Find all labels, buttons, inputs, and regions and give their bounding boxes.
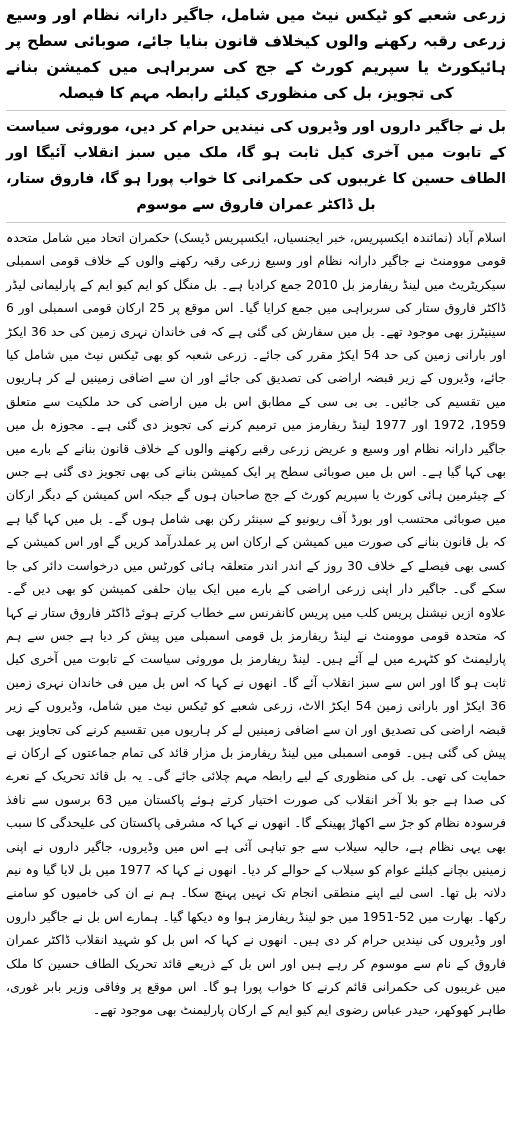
article-subheadline: بل نے جاگیر داروں اور وڈیروں کی نیندیں حرام کر دیں، موروثی سیاست کے تابوت میں آخری کیل ثابت ہو گا، ملک میں سبز انقلاب آئیگا اور الطاف حسین کا غریبوں کی حکمرانی کا خواب پورا ہو گا، فاروق ستار، بل ڈاکٹر عمران فاروق سے موسوم [6, 119, 506, 213]
article-headline: زرعی شعبے کو ٹیکس نیٹ میں شامل، جاگیر دارانہ نظام اور وسیع زرعی رقبہ رکھنے والوں کیخلاف قانون بنایا جائے، صوبائی سطح پر ہائیکورٹ یا سپریم کورٹ کے جج کی سربراہی میں کمیشن بنانے کی تجویز، بل کی منظوری کیلئے رابطہ مہم کا فیصلہ [6, 6, 506, 102]
subheadline-divider [6, 222, 506, 223]
headline-divider [6, 110, 506, 111]
article-body: اسلام آباد (نمائندہ ایکسپریس، خبر ایجنسیاں، ایکسپریس ڈیسک) حکمران اتحاد میں شامل متحدہ قومی موومنٹ نے جاگیر دارانہ نظام اور وسیع زرعی رقبہ رکھنے والوں کے خلاف قومی اسمبلی سیکریٹریٹ میں لینڈ ریفارمز بل 2010 جمع کرادیا ہے۔ بل منگل کو ایم کیو ایم کے پارلیمانی لیڈر ڈاکٹر فاروق ستار کی سربراہی میں جمع کرایا گیا۔ اس موقع پر 25 ارکان قومی اسمبلی اور 6 سینیٹرز بھی موجود تھے۔ بل میں سفارش کی گئی ہے کہ فی خاندان نہری زمین کی حد 36 ایکڑ اور بارانی زمین کی حد 54 ایکڑ مقرر کی جائے۔ زرعی شعبہ کو بھی ٹیکس نیٹ میں شامل کیا جائے، وڈیروں کے زیر قبضہ اراضی کی تصدیق کی جائے اور ان سے اضافی زمینیں لے کر ہاریوں میں تقسیم کی جائیں۔ بی بی سی کے مطابق اس بل میں اراضی کی حد ملکیت سے متعلق 1959، 1972 اور 1977 لینڈ ریفارمز میں ترمیم کرنے کی تجویز دی گئی ہے۔ مجوزہ بل میں جاگیر دارانہ نظام اور وسیع و عریض زرعی رقبے رکھنے والوں کے خلاف قانون بنانے کے بارے میں بھی کہا گیا ہے۔ اس بل میں صوبائی سطح پر ایک کمیشن بنانے کی بھی تجویز دی گئی ہے جس کے چیئرمین ہائی کورٹ یا سپریم کورٹ کے جج صاحبان ہوں گے جبکہ اس کمیشن کے دیگر ارکان میں صوبائی محتسب اور بورڈ آف ریونیو کے سینئر رکن بھی شامل ہوں گے۔ بل میں کہا گیا ہے کہ بل قانون بنانے کی صورت میں کمیشن کے ارکان اس پر عملدرآمد کریں گے اور اس کمیشن کے کسی بھی فیصلے کے خلاف 30 روز کے اندر اندر متعلقہ ہائی کورٹس میں درخواست دائر کی جا سکے گی۔ جاگیر دار اپنی زرعی اراضی کے بارے میں ایک بیان حلفی کمیشن کو بھی دیں گے۔ علاوہ ازیں نیشنل پریس کلب میں پریس کانفرنس سے خطاب کرتے ہوئے ڈاکٹر فاروق ستار نے کہا کہ متحدہ قومی موومنٹ نے لینڈ ریفارمز بل قومی اسمبلی میں پیش کر دیا ہے جس سے ہم پارلیمنٹ کو کٹہرے میں لے آئے ہیں۔ لینڈ ریفارمز بل موروثی سیاست کے تابوت میں آخری کیل ثابت ہو گا اور اس سے سبز انقلاب آئے گا۔ انھوں نے کہا کہ اس بل میں فی خاندان نہری زمین 36 ایکڑ اور بارانی زمین 54 ایکڑ الاٹ، زرعی شعبے کو ٹیکس نیٹ میں شامل، وڈیروں کے زیر قبضہ اراضی کی تصدیق اور ان سے اضافی زمینیں لے کر ہاریوں میں تقسیم کرنے کی تجاویز بھی پیش کی گئی ہیں۔ قومی اسمبلی میں لینڈ ریفارمز بل مزار قائد کی تمام جماعتوں کے ارکان نے حمایت کی تھی۔ بل کی منظوری کے لیے رابطہ مہم چلائی جائے گی۔ یہ بل قائد تحریک کے نعرے کی صدا ہے جو بلا آخر انقلاب کی صورت اختیار کرتے ہوئے پاکستان میں 63 برسوں سے نافذ فرسودہ نظام کو جڑ سے اکھاڑ پھینکے گا۔ انھوں نے کہا کہ مشرقی پاکستان کی علیحدگی کا سبب بھی یہی نظام ہے، حالیہ سیلاب سے جو تباہی آئی ہے اس میں وڈیروں، جاگیر داروں نے اپنی زمینیں بچانے کیلئے عوام کو سیلاب کے حوالے کر دیا۔ انھوں نے کہا کہ 1977 میں بل لایا گیا وہ نیم دلانہ بل تھا۔ اسی لیے اپنے منطقی انجام تک نہیں پہنچ سکا۔ ہم نے ان کی خامیوں کو سامنے رکھا۔ بھارت میں 52-1951 میں جو لینڈ ریفارمز ہوا وہ دیکھا گیا۔ ہمارے اس بل نے جاگیر داروں اور وڈیروں کی نیندیں حرام کر دی ہیں۔ انھوں نے کہا کہ اس بل کو شہید انقلاب ڈاکٹر عمران فاروق کے نام سے موسوم کر رہے ہیں اور اس بل کے ذریعے قائد تحریک الطاف حسین کا ملک میں غریبوں کی حکمرانی قائم کرنے کا خواب پورا ہو گا۔ اس موقع پر وفاقی وزیر بابر غوری، طاہر کھوکھر، حیدر عباس رضوی ایم کیو ایم کے ارکان پارلیمنٹ بھی موجود تھے۔ [6, 230, 507, 1018]
